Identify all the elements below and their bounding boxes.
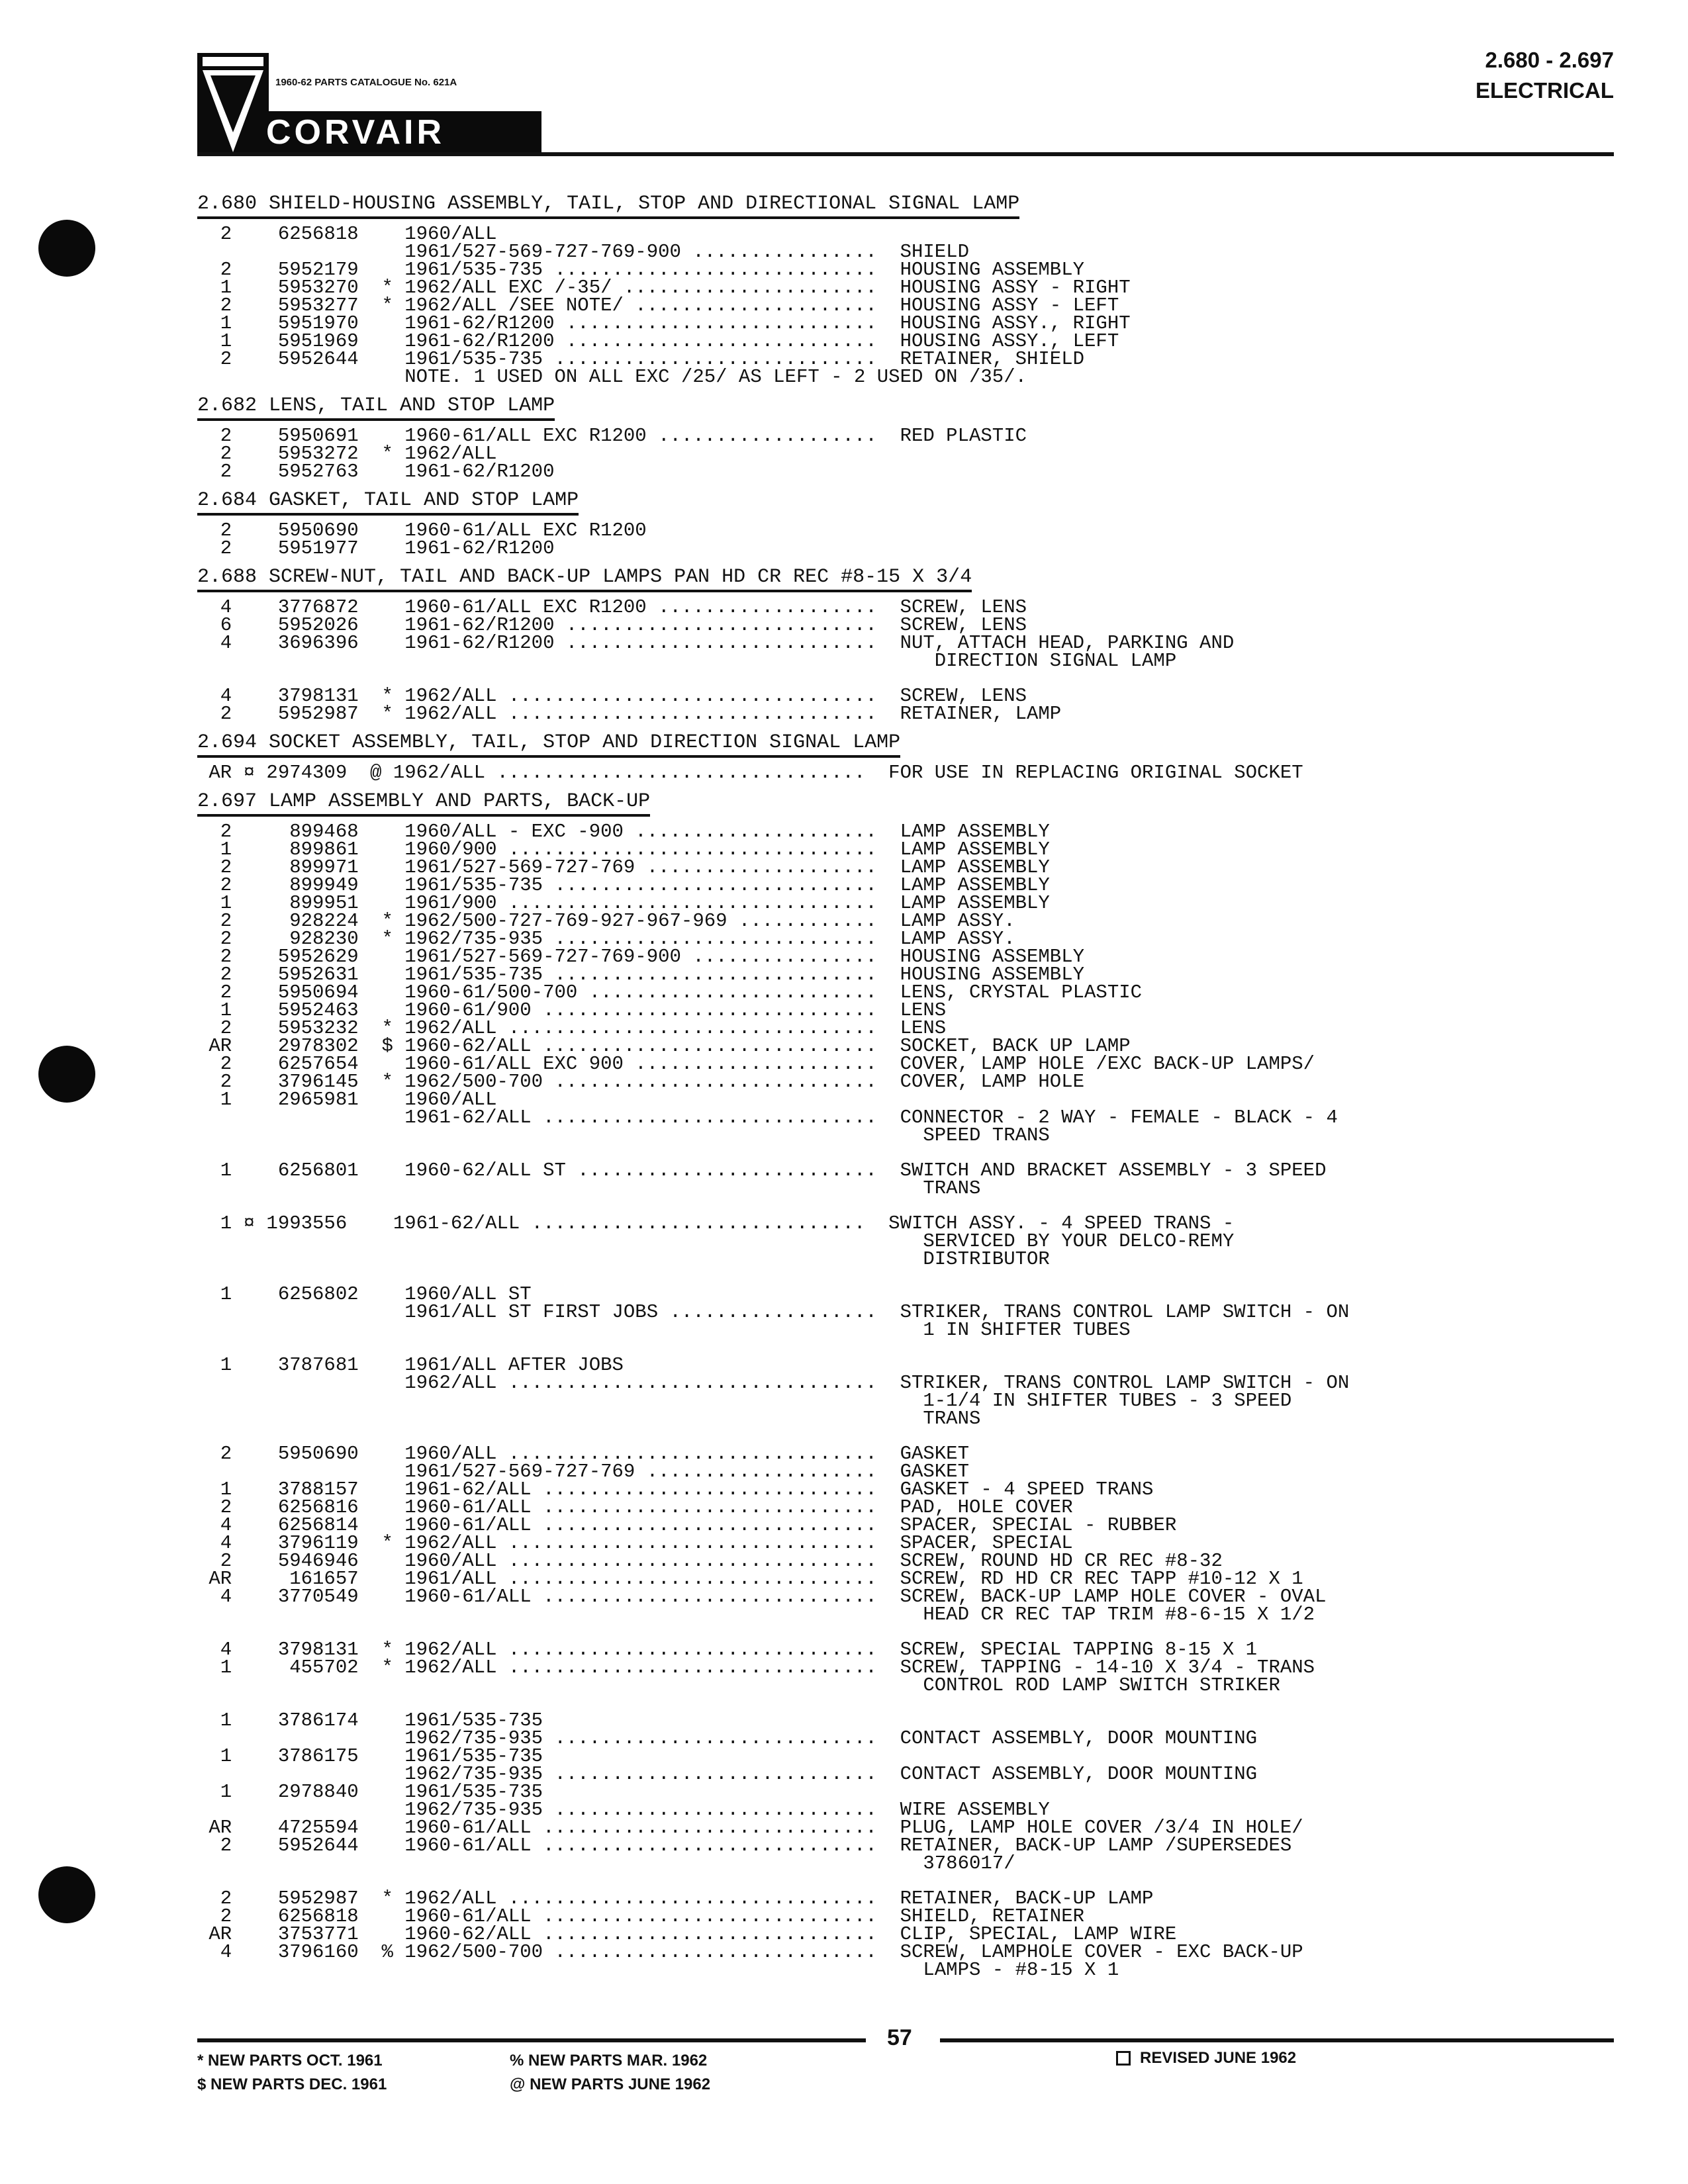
part-line: 1962/735-935 ............................ CONTACT ASSEMBLY, DOOR MOUNTING [197,1763,1258,1785]
section-lines [197,598,1627,723]
part-line: DISTRIBUTOR [197,1248,1050,1270]
section-lines [197,225,1627,386]
part-line: 2 6257654 1960-61/ALL EXC 900 ..................... COVER, LAMP HOLE /EXC BACK-UP LAMPS/ [197,1053,1315,1075]
part-line: 2 5950690 1960-61/ALL EXC R1200 [197,520,647,541]
legend-mar-1962: % NEW PARTS MAR. 1962 [510,2052,708,2070]
page-number: 57 [887,2025,912,2050]
corvair-logo [197,53,541,154]
part-line: 1 5953270 * 1962/ALL EXC /-35/ ...................... HOUSING ASSY - RIGHT [197,277,1131,298]
part-line: AR ¤ 2974309 @ 1962/ALL ................................ FOR USE IN REPLACING ORIGINAL SOCKET [197,762,1303,784]
section-heading: 2.694 SOCKET ASSEMBLY, TAIL, STOP AND DIRECTION SIGNAL LAMP [197,729,1627,756]
part-line: 1 2965981 1960/ALL [197,1089,497,1111]
section-heading: 2.684 GASKET, TAIL AND STOP LAMP [197,487,1627,514]
section-lines [197,522,1627,557]
part-line: 2 5950690 1960/ALL ................................ GASKET [197,1443,969,1465]
parts-listing [197,184,1627,1979]
part-line: 2 5950691 1960-61/ALL EXC R1200 ................... RED PLASTIC [197,425,1027,447]
catalogue-title: 1960-62 PARTS CATALOGUE No. 621A [275,77,457,88]
note-line: NOTE. 1 USED ON ALL EXC /25/ AS LEFT - 2 USED ON /35/. [197,366,1027,388]
revised-note [1116,2049,1296,2068]
part-line: 2 5953272 * 1962/ALL [197,443,497,465]
part-line: 1 3787681 1961/ALL AFTER JOBS [197,1354,624,1376]
part-line: 1 899951 1961/900 ................................ LAMP ASSEMBLY [197,892,1050,914]
legend-dec-1961: $ NEW PARTS DEC. 1961 [197,2075,387,2093]
part-line: 1962/735-935 ............................ CONTACT ASSEMBLY, DOOR MOUNTING [197,1727,1258,1749]
part-line: 2 5953277 * 1962/ALL /SEE NOTE/ ..................... HOUSING ASSY - LEFT [197,295,1119,316]
part-line: 2 5952179 1961/535-735 ............................ HOUSING ASSEMBLY [197,259,1085,281]
part-line: AR 161657 1961/ALL ................................ SCREW, RD HD CR REC TAPP #10-12 X 1 [197,1568,1303,1590]
section-heading: 2.680 SHIELD-HOUSING ASSEMBLY, TAIL, STOP AND DIRECTIONAL SIGNAL LAMP [197,191,1627,217]
legend-june-1962: @ NEW PARTS JUNE 1962 [510,2075,711,2093]
footer-rule-right [940,2038,1614,2042]
part-line: 2 5952644 1960-61/ALL ............................. RETAINER, BACK-UP LAMP /SUPERSEDES [197,1835,1292,1856]
section-lines [197,427,1627,480]
part-line: 2 928230 * 1962/735-935 ............................ LAMP ASSY. [197,928,1015,950]
part-line: 4 3796119 * 1962/ALL ................................ SPACER, SPECIAL [197,1532,1073,1554]
header-rule [197,152,1614,156]
part-line: 1 ¤ 1993556 1961-62/ALL ............................. SWITCH ASSY. - 4 SPEED TRANS - [197,1212,1235,1234]
part-line: 1 6256802 1960/ALL ST [197,1283,532,1305]
brand-name: CORVAIR [266,113,445,152]
part-line: 1 3786175 1961/535-735 [197,1745,543,1767]
part-line: 6 5952026 1961-62/R1200 ........................... SCREW, LENS [197,614,1027,636]
part-line: 2 5952987 * 1962/ALL ................................ RETAINER, BACK-UP LAMP [197,1888,1154,1909]
part-line: 1 5951969 1961-62/R1200 ........................... HOUSING ASSY., LEFT [197,330,1119,352]
part-line: 4 3798131 * 1962/ALL ................................ SCREW, LENS [197,685,1027,707]
part-line: 2 5952987 * 1962/ALL ................................ RETAINER, LAMP [197,703,1062,725]
part-line: 2 3796145 * 1962/500-700 ............................ COVER, LAMP HOLE [197,1071,1085,1093]
part-line: 2 5953232 * 1962/ALL ................................ LENS [197,1017,947,1039]
revised-label: REVISED JUNE 1962 [1140,2049,1297,2067]
part-line: 2 5952629 1961/527-569-727-769-900 ................ HOUSING ASSEMBLY [197,946,1085,968]
part-line: SERVICED BY YOUR DELCO-REMY [197,1230,1235,1252]
part-line: 1 899861 1960/900 ................................ LAMP ASSEMBLY [197,839,1050,860]
section-heading: 2.697 LAMP ASSEMBLY AND PARTS, BACK-UP [197,788,1627,815]
part-line: 2 5952763 1961-62/R1200 [197,461,555,482]
part-line: TRANS [197,1408,981,1430]
part-line: 1 2978840 1961/535-735 [197,1781,543,1803]
part-line: 2 6256818 1960-61/ALL ............................. SHIELD, RETAINER [197,1905,1085,1927]
section-heading: 2.688 SCREW-NUT, TAIL AND BACK-UP LAMPS PAN HD CR REC #8-15 X 3/4 [197,564,1627,590]
revised-box-icon [1116,2051,1131,2066]
part-line: 1 5951970 1961-62/R1200 ........................... HOUSING ASSY., RIGHT [197,312,1131,334]
legend-oct-1961: * NEW PARTS OCT. 1961 [197,2052,383,2070]
part-line: 4 3770549 1960-61/ALL ............................. SCREW, BACK-UP LAMP HOLE COVER - OVAL [197,1586,1327,1608]
part-line: 2 5950694 1960-61/500-700 ......................... LENS, CRYSTAL PLASTIC [197,981,1143,1003]
part-line: 4 3798131 * 1962/ALL ................................ SCREW, SPECIAL TAPPING 8-15 X 1 [197,1639,1258,1661]
part-line: 1 3788157 1961-62/ALL ............................. GASKET - 4 SPEED TRANS [197,1479,1154,1500]
binder-hole-bottom [38,1866,95,1923]
part-line: TRANS [197,1177,981,1199]
part-line: 2 5951977 1961-62/R1200 [197,537,555,559]
section-lines [197,764,1627,782]
part-line: 1961-62/ALL ............................. CONNECTOR - 2 WAY - FEMALE - BLACK - 4 [197,1107,1338,1128]
section-lines [197,823,1627,1979]
part-line: 2 5952631 1961/535-735 ............................ HOUSING ASSEMBLY [197,964,1085,985]
part-line: 2 6256816 1960-61/ALL ............................. PAD, HOLE COVER [197,1496,1073,1518]
part-line: 1962/ALL ................................ STRIKER, TRANS CONTROL LAMP SWITCH - ON [197,1372,1350,1394]
part-line: 2 5952644 1961/535-735 ............................ RETAINER, SHIELD [197,348,1085,370]
part-line: 1962/735-935 ............................ WIRE ASSEMBLY [197,1799,1050,1821]
part-line: 2 928224 * 1962/500-727-769-927-967-969 ............ LAMP ASSY. [197,910,1015,932]
part-line: 4 3696396 1961-62/R1200 ........................... NUT, ATTACH HEAD, PARKING AND [197,632,1235,654]
part-line: 2 6256818 1960/ALL [197,223,497,245]
part-line: AR 3753771 1960-62/ALL ............................. CLIP, SPECIAL, LAMP WIRE [197,1923,1177,1945]
part-line: 1 6256801 1960-62/ALL ST .......................... SWITCH AND BRACKET ASSEMBLY - 3 SPEED [197,1160,1327,1181]
binder-hole-middle [38,1046,95,1103]
part-line: 1 455702 * 1962/ALL ................................ SCREW, TAPPING - 14-10 X 3/4 - TRANS [197,1657,1315,1678]
footer-rule-left [197,2038,866,2042]
part-line: 4 3776872 1960-61/ALL EXC R1200 ................... SCREW, LENS [197,596,1027,618]
corvair-emblem-icon [197,53,269,154]
binder-hole-top [38,220,95,277]
part-line: 1-1/4 IN SHIFTER TUBES - 3 SPEED [197,1390,1292,1412]
part-line: AR 4725594 1960-61/ALL ............................. PLUG, LAMP HOLE COVER /3/4 IN HOLE/ [197,1817,1303,1839]
department-title: ELECTRICAL [1476,78,1614,103]
part-line: HEAD CR REC TAP TRIM #8-6-15 X 1/2 [197,1604,1315,1625]
part-line: 2 899468 1960/ALL - EXC -900 ..................... LAMP ASSEMBLY [197,821,1050,842]
section-range: 2.680 - 2.697 [1485,48,1614,72]
part-line: 1 5952463 1960-61/900 ............................. LENS [197,999,947,1021]
part-line: 2 899949 1961/535-735 ............................ LAMP ASSEMBLY [197,874,1050,896]
part-line: CONTROL ROD LAMP SWITCH STRIKER [197,1674,1280,1696]
part-line: 3786017/ [197,1852,1015,1874]
part-line: 1 IN SHIFTER TUBES [197,1319,1131,1341]
part-line: 4 3796160 % 1962/500-700 ............................ SCREW, LAMPHOLE COVER - EXC BACK-UP [197,1941,1303,1963]
part-line: 4 6256814 1960-61/ALL ............................. SPACER, SPECIAL - RUBBER [197,1514,1177,1536]
part-line: AR 2978302 $ 1960-62/ALL ............................. SOCKET, BACK UP LAMP [197,1035,1131,1057]
part-line: 1961/ALL ST FIRST JOBS .................. STRIKER, TRANS CONTROL LAMP SWITCH - ON [197,1301,1350,1323]
part-line: 2 5946946 1960/ALL ................................ SCREW, ROUND HD CR REC #8-32 [197,1550,1223,1572]
part-line: DIRECTION SIGNAL LAMP [197,650,1177,672]
part-line: 2 899971 1961/527-569-727-769 .................... LAMP ASSEMBLY [197,856,1050,878]
part-line: 1961/527-569-727-769-900 ................ SHIELD [197,241,969,263]
part-line: 1961/527-569-727-769 .................... GASKET [197,1461,969,1482]
part-line: 1 3786174 1961/535-735 [197,1709,543,1731]
part-line: LAMPS - #8-15 X 1 [197,1959,1119,1981]
part-line: SPEED TRANS [197,1124,1050,1146]
section-heading: 2.682 LENS, TAIL AND STOP LAMP [197,392,1627,419]
